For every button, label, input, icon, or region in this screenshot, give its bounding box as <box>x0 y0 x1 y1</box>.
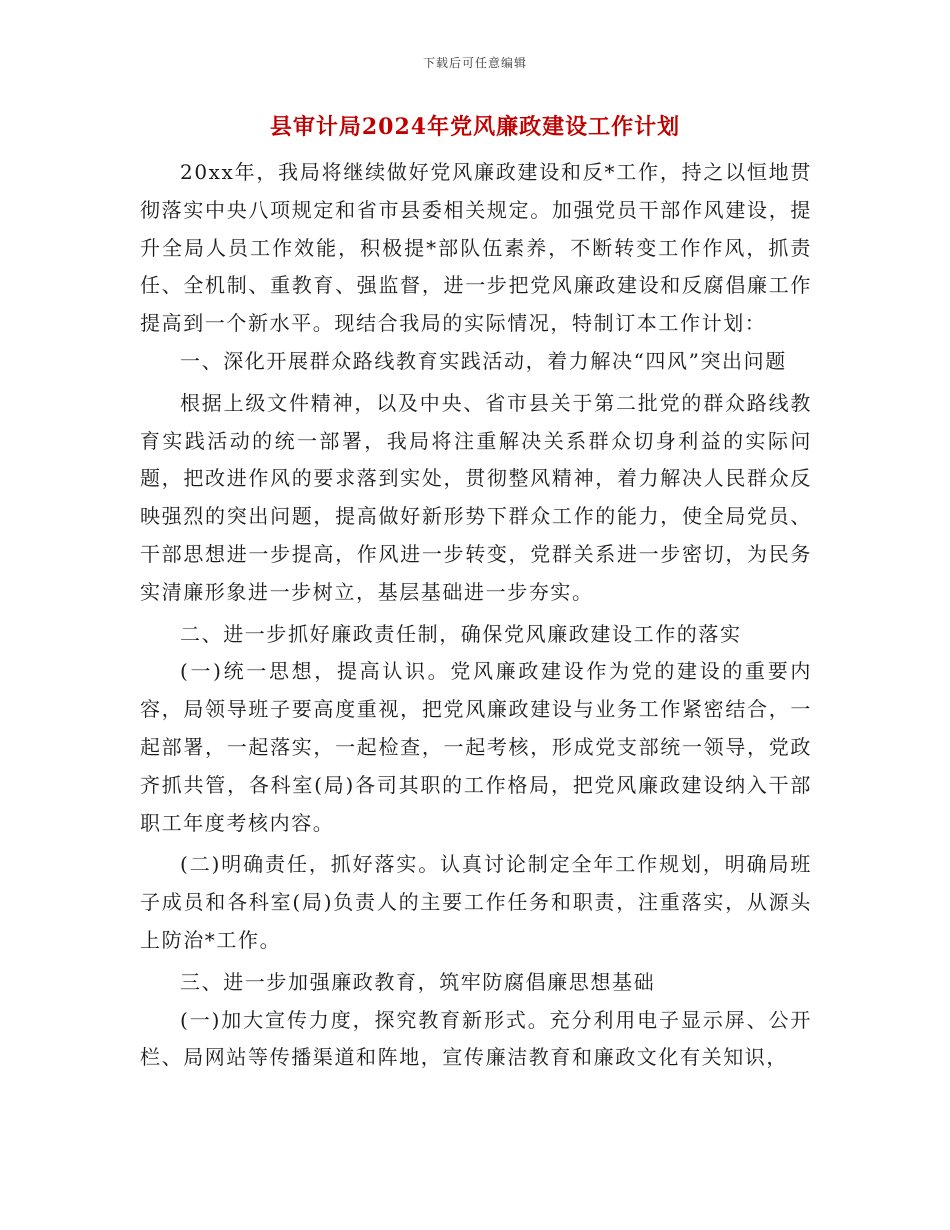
paragraph-3-1: (一)加大宣传力度，探究教育新形式。充分利用电子显示屏、公开栏、局网站等传播渠道和阵地，宣传廉洁教育和廉政文化有关知识， <box>140 1007 812 1070</box>
document-body <box>140 154 812 1077</box>
header-note: 下载后可任意编辑 <box>422 56 527 70</box>
section-heading-3: 三、进一步加强廉政教育，筑牢防腐倡廉思想基础 <box>180 969 656 994</box>
paragraph-2-2: (二)明确责任，抓好落实。认真讨论制定全年工作规划，明确局班子成员和各科室(局)负责人的主要工作任务和职责，注重落实，从源头上防治*工作。 <box>140 852 812 952</box>
section-heading-2: 二、进一步抓好廉政责任制，确保党风廉政建设工作的落实 <box>180 621 742 646</box>
paragraph-2-1: (一)统一思想，提高认识。党风廉政建设作为党的建设的重要内容，局领导班子要高度重视，把党风廉政建设与业务工作紧密结合，一起部署，一起落实，一起检查，一起考核，形成党支部统一领导，党政齐抓共管，各科室(局)各司其职的工作格局，把党风廉政建设纳入干部职工年度考核内容。 <box>140 659 812 835</box>
document-title: 县审计局2024年党风廉政建设工作计划 <box>269 114 681 140</box>
paragraph-section-1: 根据上级文件精神，以及中央、省市县关于第二批党的群众路线教育实践活动的统一部署，我局将注重解决关系群众切身利益的实际问题，把改进作风的要求落到实处，贯彻整风精神，着力解决人民群众反映强烈的突出问题，提高做好新形势下群众工作的能力，使全局党员、干部思想进一步提高，作风进一步转变，党群关系进一步密切，为民务实清廉形象进一步树立，基层基础进一步夯实。 <box>140 390 812 604</box>
section-heading-1: 一、深化开展群众路线教育实践活动，着力解决“四风”突出问题 <box>180 348 787 373</box>
paragraph-intro: 20xx年，我局将继续做好党风廉政建设和反*工作，持之以恒地贯彻落实中央八项规定和省市县委相关规定。加强党员干部作风建设，提升全局人员工作效能，积极提*部队伍素养，不断转变工作作风，抓责任、全机制、重教育、强监督，进一步把党风廉政建设和反腐倡廉工作提高到一个新水平。现结合我局的实际情况，特制订本工作计划： <box>140 160 812 336</box>
